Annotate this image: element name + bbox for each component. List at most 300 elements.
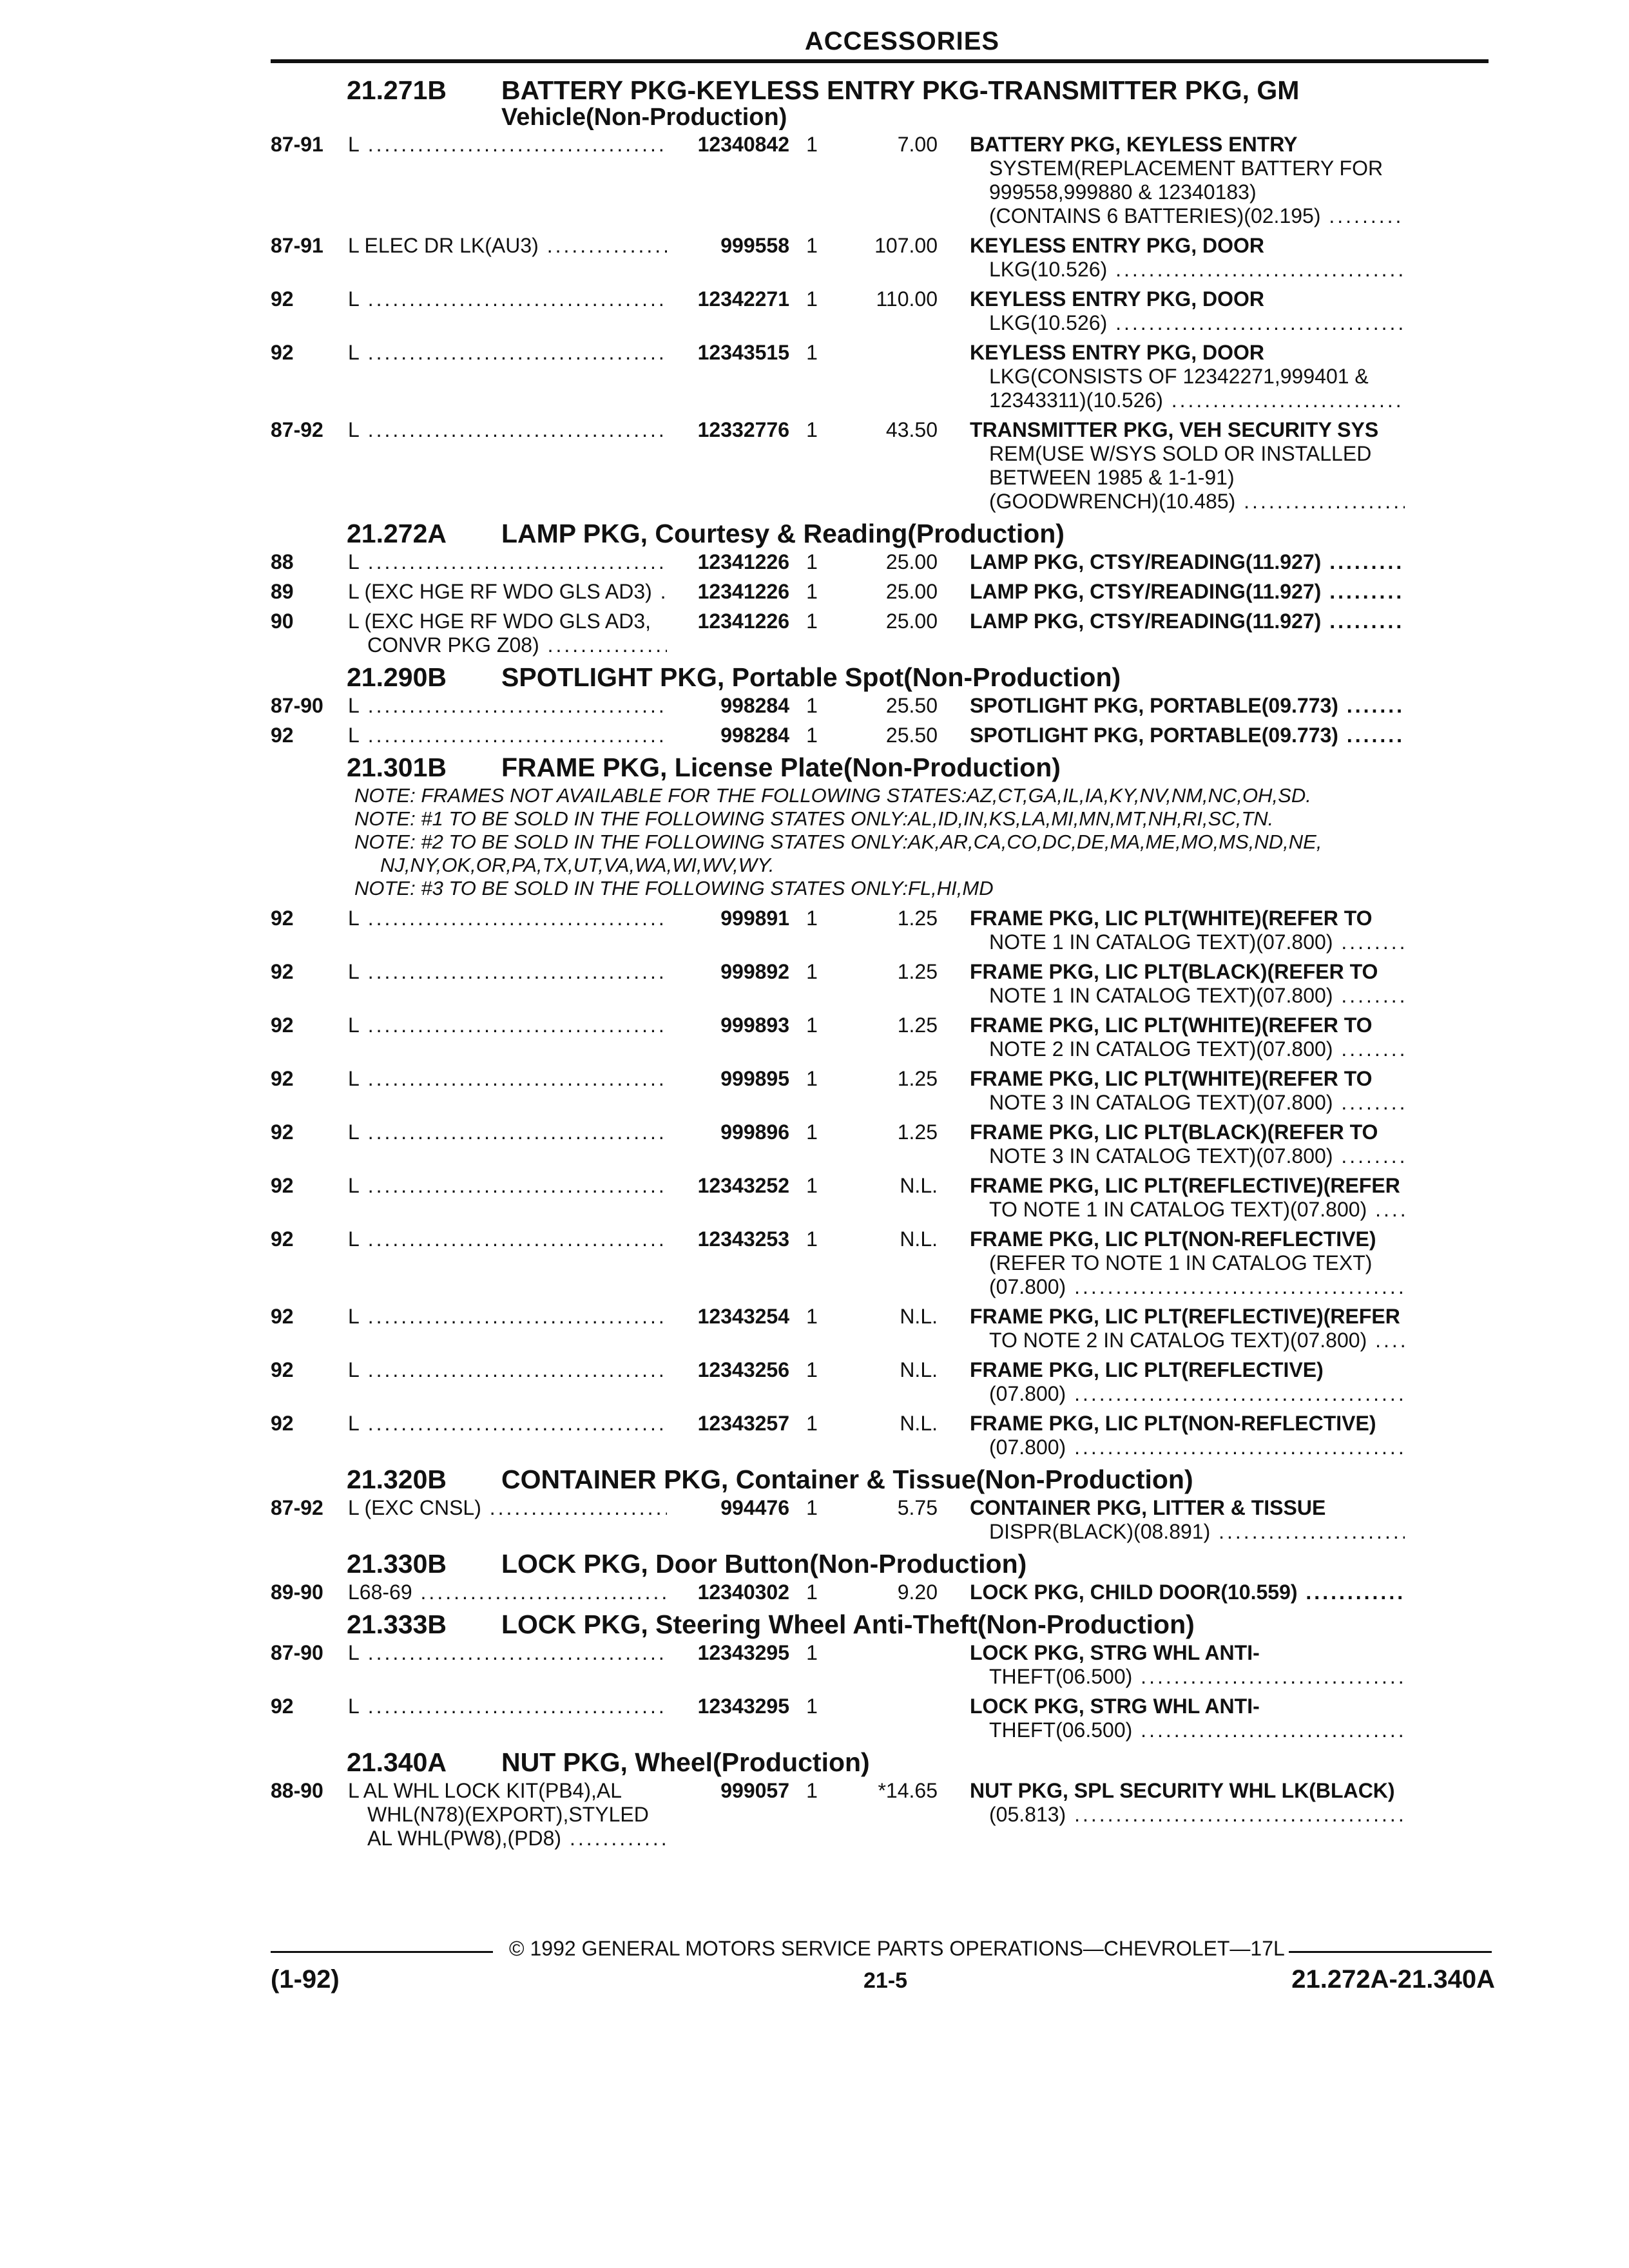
description-line: NUT PKG, SPL SECURITY WHL LK(BLACK) xyxy=(970,1779,1395,1802)
application-line: L ..... xyxy=(348,287,667,311)
footer-rule-right xyxy=(1289,1951,1492,1953)
quantity: 1 xyxy=(806,1779,818,1802)
price: N.L. xyxy=(900,1305,938,1328)
model-years: 92 xyxy=(271,287,294,311)
footer-copyright: © 1992 GENERAL MOTORS SERVICE PARTS OPERATIONS—CHEVROLET—17L xyxy=(509,1937,1285,1960)
description xyxy=(938,580,1405,604)
application xyxy=(348,1227,667,1251)
model-years: 89-90 xyxy=(271,1581,323,1604)
description xyxy=(938,1641,1405,1689)
section-heading xyxy=(271,753,1495,782)
part-row xyxy=(271,1174,1495,1222)
application-line: L ..... xyxy=(348,907,667,930)
application xyxy=(348,1014,667,1037)
description xyxy=(938,1358,1405,1406)
description-line: SPOTLIGHT PKG, PORTABLE(09.773) ..... xyxy=(970,694,1405,718)
application-line: L ..... xyxy=(348,133,667,157)
price: 107.00 xyxy=(874,234,938,257)
part-row xyxy=(271,1014,1495,1061)
description-line: TO NOTE 1 IN CATALOG TEXT)(07.800) ..... xyxy=(970,1198,1405,1222)
application xyxy=(348,610,667,657)
part-number: 12340302 xyxy=(697,1581,789,1604)
price: 1.25 xyxy=(897,960,938,983)
part-row xyxy=(271,341,1495,412)
application xyxy=(348,1067,667,1091)
application-line: L ..... xyxy=(348,960,667,984)
model-years: 92 xyxy=(271,1227,294,1251)
quantity: 1 xyxy=(806,341,818,364)
section-title: SPOTLIGHT PKG, Portable Spot(Non-Production) xyxy=(501,662,1121,692)
section-number: 21.330B xyxy=(347,1549,447,1579)
description xyxy=(938,234,1405,282)
application xyxy=(348,694,667,718)
price: 7.00 xyxy=(897,133,938,156)
description-line: (07.800) ..... xyxy=(970,1436,1405,1459)
description-line: LOCK PKG, STRG WHL ANTI- xyxy=(970,1641,1260,1664)
catalog-section xyxy=(271,1748,1495,1850)
footer-page-number: 21-5 xyxy=(863,1968,908,1993)
application xyxy=(348,1496,667,1520)
application-line: L68-69 ..... xyxy=(348,1581,667,1604)
model-years: 88-90 xyxy=(271,1779,323,1802)
application xyxy=(348,960,667,984)
section-title: BATTERY PKG-KEYLESS ENTRY PKG-TRANSMITTER PKG, GM xyxy=(501,75,1300,105)
price: 25.00 xyxy=(885,550,938,573)
catalog-section xyxy=(271,76,1495,514)
quantity: 1 xyxy=(806,550,818,573)
description xyxy=(938,287,1405,335)
section-heading xyxy=(271,76,1495,130)
part-row xyxy=(271,1695,1495,1742)
price: N.L. xyxy=(900,1174,938,1197)
application-line: WHL(N78)(EXPORT),STYLED xyxy=(367,1803,649,1826)
application-line: L ..... xyxy=(348,341,667,365)
description-line: FRAME PKG, LIC PLT(REFLECTIVE)(REFER xyxy=(970,1305,1400,1328)
description xyxy=(938,550,1405,574)
description-line: LAMP PKG, CTSY/READING(11.927) ..... xyxy=(970,580,1405,604)
application-line: L ..... xyxy=(348,1014,667,1037)
part-row xyxy=(271,1779,1495,1850)
price: N.L. xyxy=(900,1227,938,1251)
section-number: 21.290B xyxy=(347,662,447,692)
part-row xyxy=(271,580,1495,604)
part-number: 999891 xyxy=(720,907,789,930)
description-line: TO NOTE 2 IN CATALOG TEXT)(07.800) ..... xyxy=(970,1329,1405,1352)
description xyxy=(938,724,1405,747)
note-line: NOTE: #2 TO BE SOLD IN THE FOLLOWING STATES ONLY:AK,AR,CA,CO,DC,DE,MA,ME,MO,MS,ND,NE, xyxy=(354,831,1322,853)
quantity: 1 xyxy=(806,1120,818,1144)
section-heading xyxy=(271,1465,1495,1494)
quantity: 1 xyxy=(806,287,818,311)
section-title-block xyxy=(501,519,1495,548)
description-line: KEYLESS ENTRY PKG, DOOR xyxy=(970,234,1264,257)
part-number: 994476 xyxy=(720,1496,789,1519)
quantity: 1 xyxy=(806,1412,818,1435)
description-line: LOCK PKG, STRG WHL ANTI- xyxy=(970,1695,1260,1718)
footer-date-code: (1-92) xyxy=(271,1965,340,1994)
description-line: FRAME PKG, LIC PLT(BLACK)(REFER TO xyxy=(970,1120,1378,1144)
part-number: 12341226 xyxy=(697,610,789,633)
price: 25.00 xyxy=(885,610,938,633)
quantity: 1 xyxy=(806,1695,818,1718)
application xyxy=(348,234,667,258)
part-number: 999057 xyxy=(720,1779,789,1802)
description-line: THEFT(06.500) ..... xyxy=(970,1718,1405,1742)
price: 110.00 xyxy=(876,287,938,311)
section-heading xyxy=(271,1550,1495,1578)
part-row xyxy=(271,1120,1495,1168)
application-line: L AL WHL LOCK KIT(PB4),AL xyxy=(348,1779,622,1802)
application xyxy=(348,1305,667,1329)
description-line: REM(USE W/SYS SOLD OR INSTALLED xyxy=(989,442,1372,465)
part-row xyxy=(271,287,1495,335)
section-number: 21.301B xyxy=(347,753,447,782)
model-years: 92 xyxy=(271,1412,294,1435)
description-line: DISPR(BLACK)(08.891) ..... xyxy=(970,1520,1405,1544)
description-line: (CONTAINS 6 BATTERIES)(02.195) ..... xyxy=(970,204,1405,228)
description-line: CONTAINER PKG, LITTER & TISSUE xyxy=(970,1496,1326,1519)
application xyxy=(348,724,667,747)
model-years: 92 xyxy=(271,1305,294,1328)
description-line: (05.813) ..... xyxy=(970,1803,1405,1827)
application-line: L ..... xyxy=(348,1695,667,1718)
description xyxy=(938,694,1405,718)
section-heading xyxy=(271,519,1495,548)
model-years: 88 xyxy=(271,550,294,573)
note-line: NJ,NY,OK,OR,PA,TX,UT,VA,WA,WI,WV,WY. xyxy=(380,854,775,876)
price: *14.65 xyxy=(878,1779,938,1802)
section-title: CONTAINER PKG, Container & Tissue(Non-Production) xyxy=(501,1465,1193,1494)
part-row xyxy=(271,133,1495,228)
application-line: L ..... xyxy=(348,1174,667,1198)
price: 5.75 xyxy=(897,1496,938,1519)
quantity: 1 xyxy=(806,1581,818,1604)
section-title-block xyxy=(501,76,1495,130)
part-row xyxy=(271,1581,1495,1604)
part-row xyxy=(271,1227,1495,1299)
application-line: L (EXC HGE RF WDO GLS AD3) ..... xyxy=(348,580,667,604)
price: N.L. xyxy=(900,1358,938,1381)
model-years: 87-92 xyxy=(271,418,323,441)
description xyxy=(938,1120,1405,1168)
section-title-block xyxy=(501,1465,1495,1494)
section-heading xyxy=(271,1610,1495,1639)
application-line: L ..... xyxy=(348,1120,667,1144)
application-line: L ..... xyxy=(348,550,667,574)
application xyxy=(348,580,667,604)
quantity: 1 xyxy=(806,907,818,930)
part-row xyxy=(271,1496,1495,1544)
quantity: 1 xyxy=(806,1305,818,1328)
catalog-section xyxy=(271,519,1495,657)
description xyxy=(938,1779,1405,1827)
part-row xyxy=(271,724,1495,747)
description xyxy=(938,610,1405,633)
application xyxy=(348,1174,667,1198)
part-row xyxy=(271,694,1495,718)
catalog-section xyxy=(271,1610,1495,1742)
quantity: 1 xyxy=(806,724,818,747)
application xyxy=(348,1581,667,1604)
catalog-section xyxy=(271,753,1495,1459)
model-years: 92 xyxy=(271,1174,294,1197)
part-number: 999896 xyxy=(720,1120,789,1144)
description-line: FRAME PKG, LIC PLT(REFLECTIVE)(REFER xyxy=(970,1174,1400,1197)
price: 25.50 xyxy=(885,694,938,717)
description-line: FRAME PKG, LIC PLT(REFLECTIVE) xyxy=(970,1358,1324,1381)
application-line: L ..... xyxy=(348,1358,667,1382)
application xyxy=(348,1779,667,1850)
price: 1.25 xyxy=(897,1014,938,1037)
description-line: NOTE 1 IN CATALOG TEXT)(07.800) ..... xyxy=(970,930,1405,954)
quantity: 1 xyxy=(806,1014,818,1037)
part-row xyxy=(271,1412,1495,1459)
part-number: 12343253 xyxy=(697,1227,789,1251)
model-years: 92 xyxy=(271,341,294,364)
quantity: 1 xyxy=(806,610,818,633)
part-number: 12340842 xyxy=(697,133,789,156)
part-number: 12332776 xyxy=(697,418,789,441)
quantity: 1 xyxy=(806,1358,818,1381)
model-years: 90 xyxy=(271,610,294,633)
note-line: NOTE: #1 TO BE SOLD IN THE FOLLOWING STATES ONLY:AL,ID,IN,KS,LA,MI,MN,MT,NH,RI,SC,TN. xyxy=(354,807,1274,830)
price: N.L. xyxy=(900,1412,938,1435)
description-line: (07.800) ..... xyxy=(970,1275,1405,1299)
footer-section-range: 21.272A-21.340A xyxy=(1291,1965,1495,1994)
part-number: 998284 xyxy=(720,724,789,747)
section-title: NUT PKG, Wheel(Production) xyxy=(501,1747,870,1777)
application xyxy=(348,1641,667,1665)
model-years: 92 xyxy=(271,960,294,983)
description xyxy=(938,418,1405,514)
description-line: FRAME PKG, LIC PLT(NON-REFLECTIVE) xyxy=(970,1412,1376,1435)
application xyxy=(348,1412,667,1436)
quantity: 1 xyxy=(806,1496,818,1519)
part-row xyxy=(271,610,1495,657)
description-line: LAMP PKG, CTSY/READING(11.927) ..... xyxy=(970,610,1405,633)
model-years: 87-91 xyxy=(271,133,323,156)
model-years: 92 xyxy=(271,1120,294,1144)
description-line: SYSTEM(REPLACEMENT BATTERY FOR xyxy=(989,157,1383,180)
description xyxy=(938,1227,1405,1299)
application-line: L ..... xyxy=(348,1227,667,1251)
application xyxy=(348,907,667,930)
description xyxy=(938,907,1405,954)
application-line: L ..... xyxy=(348,1412,667,1436)
quantity: 1 xyxy=(806,1174,818,1197)
description-line: BETWEEN 1985 & 1-1-91) xyxy=(989,466,1235,489)
part-number: 12341226 xyxy=(697,550,789,573)
price: 9.20 xyxy=(897,1581,938,1604)
application-line: L ..... xyxy=(348,418,667,442)
section-title-block xyxy=(501,1748,1495,1776)
section-number: 21.333B xyxy=(347,1610,447,1639)
description xyxy=(938,1174,1405,1222)
section-number: 21.272A xyxy=(347,519,447,548)
model-years: 92 xyxy=(271,1014,294,1037)
application-line: L ELEC DR LK(AU3) ..... xyxy=(348,234,667,258)
section-title: LAMP PKG, Courtesy & Reading(Production) xyxy=(501,519,1065,548)
description-line: (07.800) ..... xyxy=(970,1382,1405,1406)
description-line: KEYLESS ENTRY PKG, DOOR xyxy=(970,341,1264,364)
description-line: NOTE 3 IN CATALOG TEXT)(07.800) ..... xyxy=(970,1144,1405,1168)
part-number: 999895 xyxy=(720,1067,789,1090)
description-line: NOTE 2 IN CATALOG TEXT)(07.800) ..... xyxy=(970,1037,1405,1061)
description-line: KEYLESS ENTRY PKG, DOOR xyxy=(970,287,1264,311)
description-line: NOTE 1 IN CATALOG TEXT)(07.800) ..... xyxy=(970,984,1405,1008)
description-line: FRAME PKG, LIC PLT(NON-REFLECTIVE) xyxy=(970,1227,1376,1251)
quantity: 1 xyxy=(806,694,818,717)
model-years: 87-92 xyxy=(271,1496,323,1519)
application-line: L (EXC CNSL) ..... xyxy=(348,1496,667,1520)
application xyxy=(348,341,667,365)
part-number: 999893 xyxy=(720,1014,789,1037)
part-number: 12343254 xyxy=(697,1305,789,1328)
page-title: ACCESSORIES xyxy=(804,27,1000,55)
section-title-block xyxy=(501,1550,1495,1578)
description-line: THEFT(06.500) ..... xyxy=(970,1665,1405,1689)
application xyxy=(348,1358,667,1382)
description-line: FRAME PKG, LIC PLT(BLACK)(REFER TO xyxy=(970,960,1378,983)
catalog-section xyxy=(271,663,1495,747)
header-rule xyxy=(271,59,1489,63)
price: 43.50 xyxy=(885,418,938,441)
section-title-block xyxy=(501,663,1495,691)
application xyxy=(348,1120,667,1144)
application xyxy=(348,287,667,311)
description xyxy=(938,1581,1405,1604)
part-row xyxy=(271,418,1495,514)
part-row xyxy=(271,960,1495,1008)
description-line: LAMP PKG, CTSY/READING(11.927) ..... xyxy=(970,550,1405,574)
description-line: LOCK PKG, CHILD DOOR(10.559) ..... xyxy=(970,1581,1405,1604)
description xyxy=(938,1014,1405,1061)
price: 1.25 xyxy=(897,907,938,930)
catalog-section xyxy=(271,1550,1495,1604)
quantity: 1 xyxy=(806,418,818,441)
model-years: 87-90 xyxy=(271,1641,323,1664)
part-number: 999558 xyxy=(720,234,789,257)
description xyxy=(938,1412,1405,1459)
section-title: LOCK PKG, Steering Wheel Anti-Theft(Non-Production) xyxy=(501,1610,1195,1639)
part-row xyxy=(271,1358,1495,1406)
section-number: 21.271B xyxy=(347,75,447,105)
description-line: 12343311)(10.526) ..... xyxy=(970,389,1405,412)
section-title-block xyxy=(501,753,1495,782)
description xyxy=(938,1067,1405,1115)
model-years: 89 xyxy=(271,580,294,603)
application xyxy=(348,550,667,574)
description-line: LKG(10.526) ..... xyxy=(970,311,1405,335)
part-number: 998284 xyxy=(720,694,789,717)
part-number: 12343256 xyxy=(697,1358,789,1381)
part-row xyxy=(271,907,1495,954)
section-heading xyxy=(271,1748,1495,1776)
price: 1.25 xyxy=(897,1067,938,1090)
model-years: 92 xyxy=(271,724,294,747)
part-number: 12343257 xyxy=(697,1412,789,1435)
part-row xyxy=(271,1305,1495,1352)
note-line: NOTE: FRAMES NOT AVAILABLE FOR THE FOLLOWING STATES:AZ,CT,GA,IL,IA,KY,NV,NM,NC,OH,SD. xyxy=(354,784,1311,807)
description-line: 999558,999880 & 12340183) xyxy=(989,180,1257,204)
quantity: 1 xyxy=(806,234,818,257)
catalog-section xyxy=(271,1465,1495,1544)
section-notes xyxy=(271,784,1495,900)
part-row xyxy=(271,1641,1495,1689)
description xyxy=(938,1496,1405,1544)
description-line: LKG(10.526) ..... xyxy=(970,258,1405,282)
description-line: FRAME PKG, LIC PLT(WHITE)(REFER TO xyxy=(970,1014,1373,1037)
section-number: 21.340A xyxy=(347,1747,447,1777)
description-line: LKG(CONSISTS OF 12342271,999401 & xyxy=(989,365,1369,388)
application-line: L ..... xyxy=(348,1067,667,1091)
part-row xyxy=(271,234,1495,282)
application xyxy=(348,133,667,157)
part-number: 12343295 xyxy=(697,1641,789,1664)
quantity: 1 xyxy=(806,133,818,156)
quantity: 1 xyxy=(806,580,818,603)
part-row xyxy=(271,550,1495,574)
quantity: 1 xyxy=(806,960,818,983)
description-line: TRANSMITTER PKG, VEH SECURITY SYS xyxy=(970,418,1379,441)
catalog-content xyxy=(271,71,1495,1856)
quantity: 1 xyxy=(806,1641,818,1664)
price: 25.00 xyxy=(885,580,938,603)
part-number: 12341226 xyxy=(697,580,789,603)
model-years: 87-90 xyxy=(271,694,323,717)
model-years: 87-91 xyxy=(271,234,323,257)
note-line: NOTE: #3 TO BE SOLD IN THE FOLLOWING STATES ONLY:FL,HI,MD xyxy=(354,877,994,899)
part-number: 12343252 xyxy=(697,1174,789,1197)
price: 25.50 xyxy=(885,724,938,747)
description-line: SPOTLIGHT PKG, PORTABLE(09.773) ..... xyxy=(970,724,1405,747)
section-subtitle: Vehicle(Non-Production) xyxy=(501,104,787,131)
application-line: L ..... xyxy=(348,1305,667,1329)
description-line: NOTE 3 IN CATALOG TEXT)(07.800) ..... xyxy=(970,1091,1405,1115)
description-line: FRAME PKG, LIC PLT(WHITE)(REFER TO xyxy=(970,1067,1373,1090)
model-years: 92 xyxy=(271,1067,294,1090)
application-line: L ..... xyxy=(348,724,667,747)
part-number: 12343295 xyxy=(697,1695,789,1718)
description-line: (REFER TO NOTE 1 IN CATALOG TEXT) xyxy=(989,1251,1373,1274)
section-number: 21.320B xyxy=(347,1465,447,1494)
description xyxy=(938,1695,1405,1742)
description-line: FRAME PKG, LIC PLT(WHITE)(REFER TO xyxy=(970,907,1373,930)
price: 1.25 xyxy=(897,1120,938,1144)
description xyxy=(938,133,1405,228)
application xyxy=(348,1695,667,1718)
application xyxy=(348,418,667,442)
application-line: L (EXC HGE RF WDO GLS AD3, xyxy=(348,610,651,633)
part-row xyxy=(271,1067,1495,1115)
application-line: L ..... xyxy=(348,1641,667,1665)
application-line: CONVR PKG Z08) ..... xyxy=(348,633,667,657)
quantity: 1 xyxy=(806,1067,818,1090)
application-line: L ..... xyxy=(348,694,667,718)
description xyxy=(938,341,1405,412)
description xyxy=(938,1305,1405,1352)
description-line: BATTERY PKG, KEYLESS ENTRY xyxy=(970,133,1298,156)
part-number: 999892 xyxy=(720,960,789,983)
description xyxy=(938,960,1405,1008)
model-years: 92 xyxy=(271,1358,294,1381)
quantity: 1 xyxy=(806,1227,818,1251)
section-title: FRAME PKG, License Plate(Non-Production) xyxy=(501,753,1061,782)
section-title-block xyxy=(501,1610,1495,1639)
part-number: 12343515 xyxy=(697,341,789,364)
model-years: 92 xyxy=(271,1695,294,1718)
part-number: 12342271 xyxy=(697,287,789,311)
